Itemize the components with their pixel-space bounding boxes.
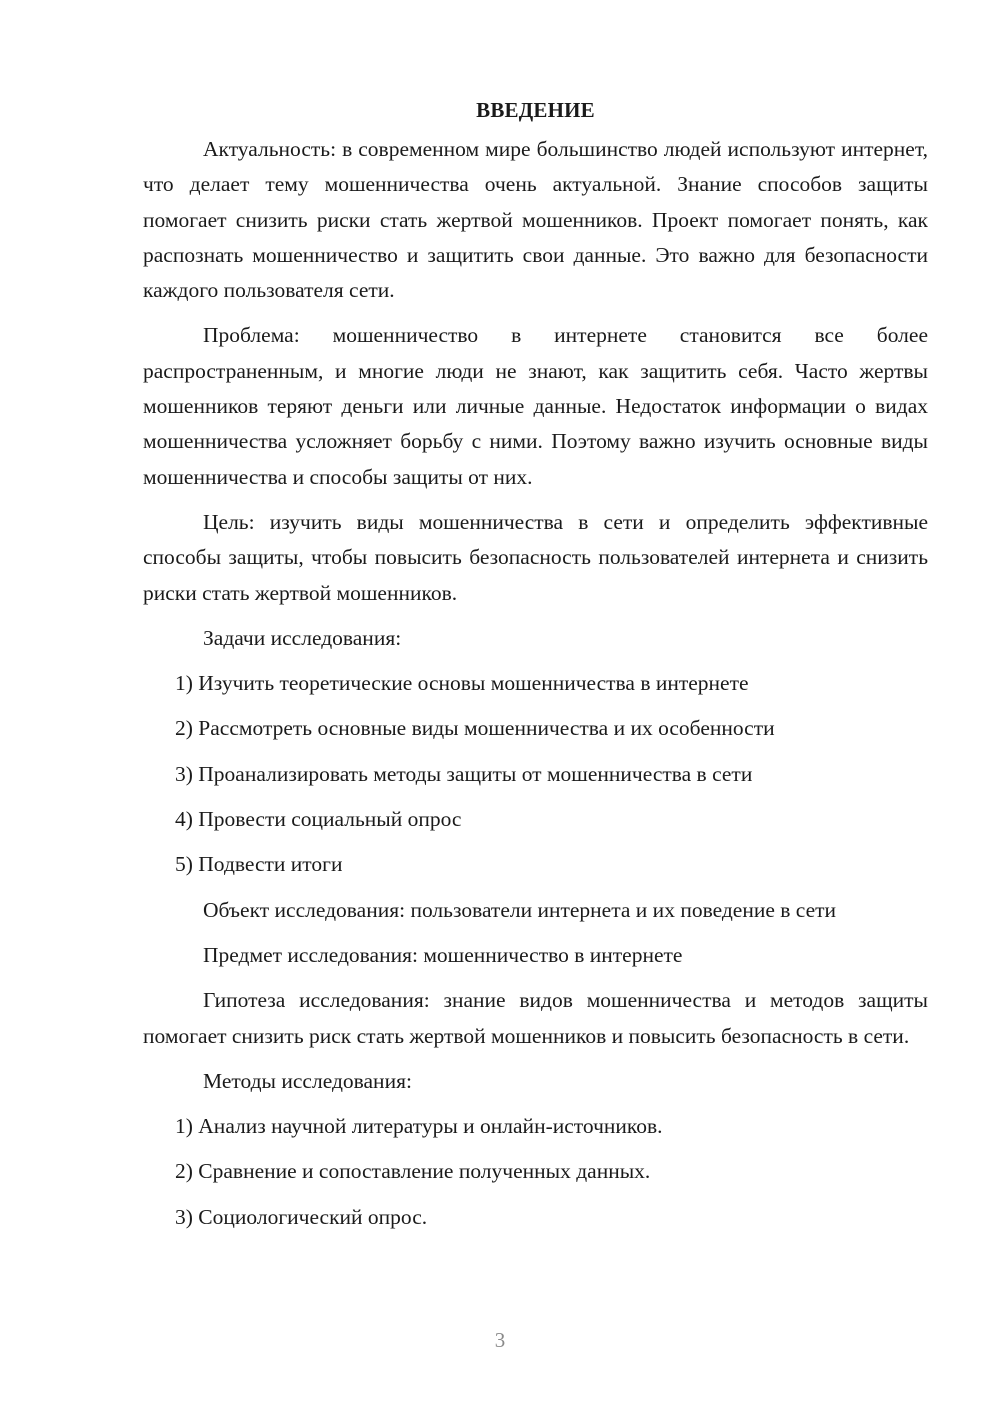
list-item: 2) Рассмотреть основные виды мошенничества и их особенности xyxy=(175,716,775,741)
methods-list xyxy=(143,1109,928,1235)
list-item: 3) Социологический опрос. xyxy=(175,1204,428,1229)
paragraph-goal: Цель: изучить виды мошенничества в сети и определить эффективные способы защиты, чтобы повысить безопасность пользователей интернета и снизить риски стать жертвой мошенников. xyxy=(143,509,928,605)
paragraph-relevance: Актуальность: в современном мире большинство людей используют интернет, что делает тему мошенничества очень актуальной. Знание способов защиты помогает снизить риски стать жертвой мошенников. Проект помогает понять, как распознать мошенничество и защитить свои данные. Это важно для безопасности каждого пользователя сети. xyxy=(143,137,928,303)
list-item: 3) Проанализировать методы защиты от мошенничества в сети xyxy=(175,761,753,786)
methods-heading: Методы исследования: xyxy=(203,1068,412,1093)
document-page xyxy=(143,88,928,1245)
tasks-list xyxy=(143,666,928,882)
list-item: 1) Анализ научной литературы и онлайн-источников. xyxy=(175,1114,663,1139)
paragraph-subject: Предмет исследования: мошенничество в интернете xyxy=(203,942,683,967)
section-title: ВВЕДЕНИЕ xyxy=(476,98,595,122)
list-item: 5) Подвести итоги xyxy=(175,852,343,877)
paragraph-object: Объект исследования: пользователи интернета и их поведение в сети xyxy=(203,897,837,922)
paragraph-problem: Проблема: мошенничество в интернете становится все более распространенным, и многие люди не знают, как защитить себя. Часто жертвы мошенников теряют деньги или личные данные. Недостаток информации о видах мошенничества усложняет борьбу с ними. Поэтому важно изучить основные виды мошенничества и способы защиты от них. xyxy=(143,323,928,489)
paragraph-hypothesis: Гипотеза исследования: знание видов мошенничества и методов защиты помогает снизить риск стать жертвой мошенников и повысить безопасность в сети. xyxy=(143,988,928,1048)
list-item: 4) Провести социальный опрос xyxy=(175,807,462,832)
page-number: 3 xyxy=(494,1328,506,1352)
tasks-heading: Задачи исследования: xyxy=(203,625,402,650)
list-item: 2) Сравнение и сопоставление полученных данных. xyxy=(175,1159,651,1184)
list-item: 1) Изучить теоретические основы мошенничества в интернете xyxy=(175,671,749,696)
